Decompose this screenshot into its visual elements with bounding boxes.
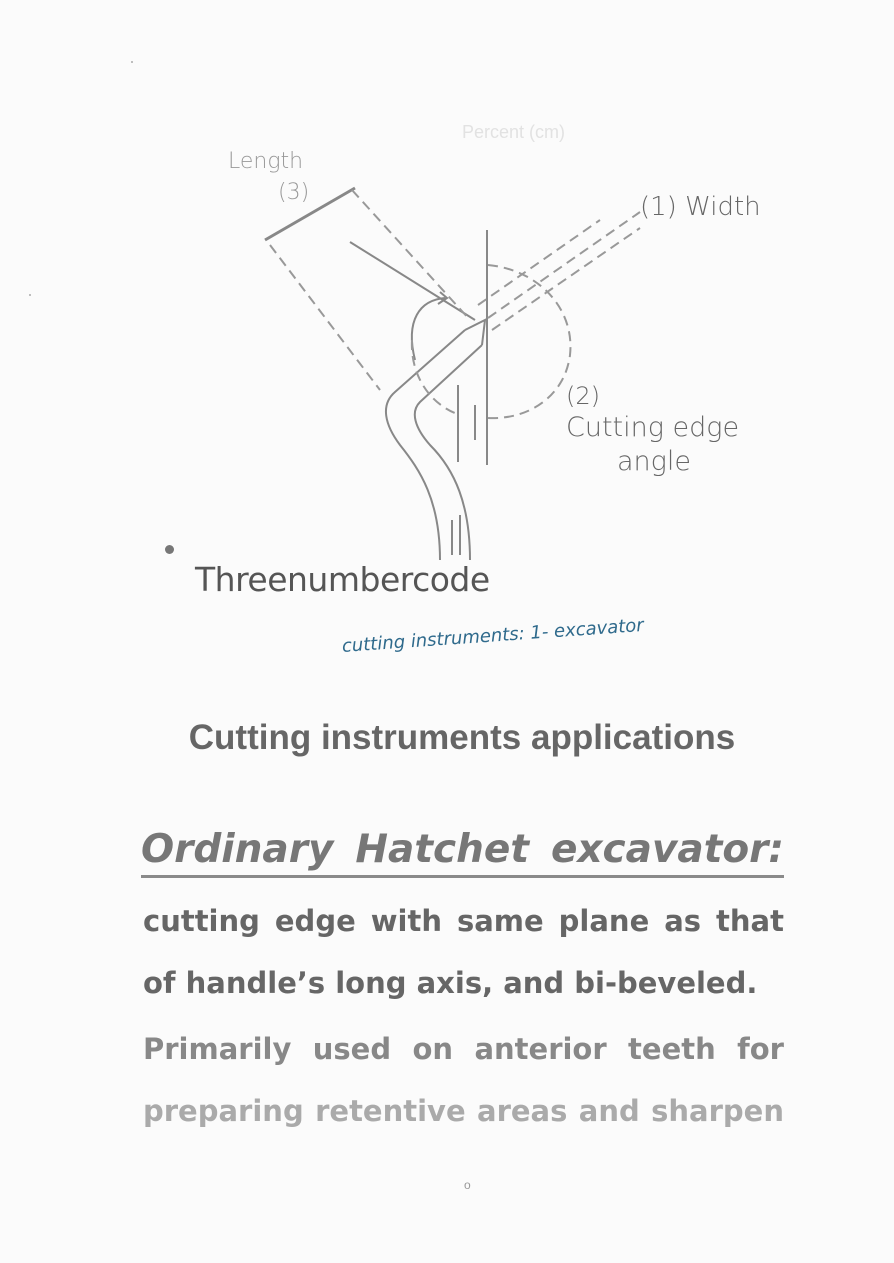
paragraph-usage-line1: Primarily used on anterior teeth for bbox=[143, 1032, 784, 1066]
instrument-diagram bbox=[0, 0, 894, 620]
paragraph-description: cutting edge with same plane as that of handle’s long axis, and bi-beveled. bbox=[143, 904, 784, 1000]
paragraph-usage-line2: preparing retentive areas and sharpen bbox=[143, 1094, 784, 1128]
paragraph-usage bbox=[143, 1018, 784, 1142]
angle-label-line2: angle bbox=[617, 446, 691, 477]
width-label: (1) Width bbox=[640, 192, 761, 222]
subheading-word: excavator: bbox=[550, 827, 784, 872]
bullet-dot bbox=[165, 545, 174, 554]
length-number: (3) bbox=[278, 180, 310, 205]
page-mark: o bbox=[464, 1178, 471, 1192]
faint-annotation: Percent (cm) bbox=[462, 122, 566, 142]
subheading bbox=[141, 827, 784, 878]
angle-label-line1: Cutting edge bbox=[566, 412, 740, 443]
code-caption: Threenumbercode bbox=[195, 560, 490, 599]
handwritten-note: cutting instruments: 1- excavator bbox=[341, 614, 645, 657]
length-label: Length bbox=[228, 149, 304, 174]
angle-number: (2) bbox=[566, 382, 600, 410]
section-heading: Cutting instruments applications bbox=[188, 718, 736, 757]
subheading-word: Ordinary bbox=[141, 827, 334, 872]
subheading-word: Hatchet bbox=[355, 827, 529, 872]
